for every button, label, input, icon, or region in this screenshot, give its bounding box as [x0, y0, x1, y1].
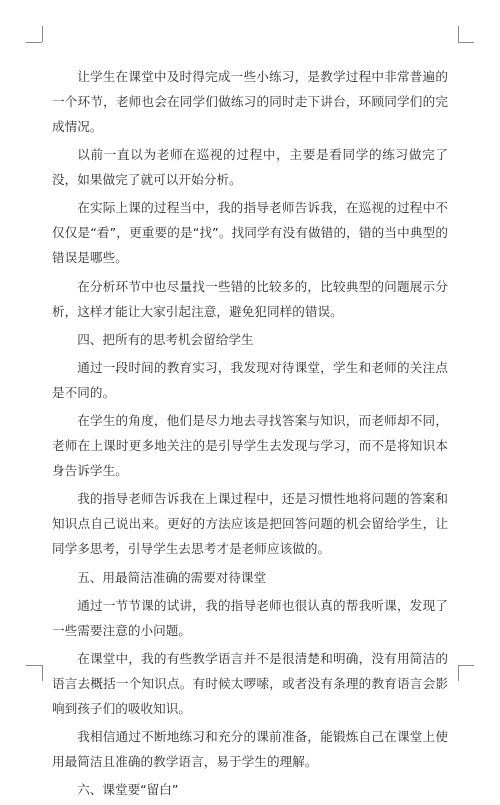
paragraph: 通过一段时间的教育实习，我发现对待课堂，学生和老师的关注点是不同的。 [52, 359, 448, 400]
section-heading: 五、用最简洁准确的需要对待课堂 [77, 569, 267, 585]
paragraph: 以前一直以为老师在巡视的过程中，主要是看同学的练习做完了没，如果做完了就可以开始分析。 [52, 147, 448, 188]
paragraph: 在学生的角度，他们是尽力地去寻找答案与知识，而老师却不同，老师在上课时更多地关注的是引导学生去发现与学习，而不是将知识本身告诉学生。 [52, 413, 448, 479]
paragraph: 我的指导老师告诉我在上课过程中，还是习惯性地将问题的答案和知识点自己说出来。更好的方法应该是把回答问题的机会留给学生，让同学多思考，引导学生去思考才是老师应该做的。 [52, 491, 448, 557]
document-body [52, 64, 448, 805]
section-heading: 六、课堂要“留白” [77, 782, 179, 798]
paragraph: 在分析环节中也尽量找一些错的比较多的，比较典型的问题展示分析，这样才能让大家引起注意，避免犯同样的错误。 [52, 278, 448, 319]
paragraph: 在课堂中，我的有些教学语言并不是很清楚和明确，没有用简洁的语言去概括一个知识点。有时候太啰嗦，或者没有条理的教育语言会影响到孩子们的吸收知识。 [52, 650, 448, 716]
paragraph: 让学生在课堂中及时得完成一些小练习，是教学过程中非常普遍的一个环节，老师也会在同学们做练习的同时走下讲台，环顾同学们的完成情况。 [52, 69, 448, 134]
paragraph: 在实际上课的过程当中，我的指导老师告诉我，在巡视的过程中不仅仅是“看”，更重要的是“找”。找同学有没有做错的，错的当中典型的错误是哪些。 [52, 200, 448, 266]
paragraph: 我相信通过不断地练习和充分的课前准备，能锻炼自己在课堂上使用最简洁且准确的教学语言，易于学生的理解。 [52, 729, 448, 770]
section-heading: 四、把所有的思考机会留给学生 [77, 331, 254, 347]
paragraph: 通过一节节课的试讲，我的指导老师也很认真的帮我听课，发现了一些需要注意的小问题。 [52, 597, 448, 638]
